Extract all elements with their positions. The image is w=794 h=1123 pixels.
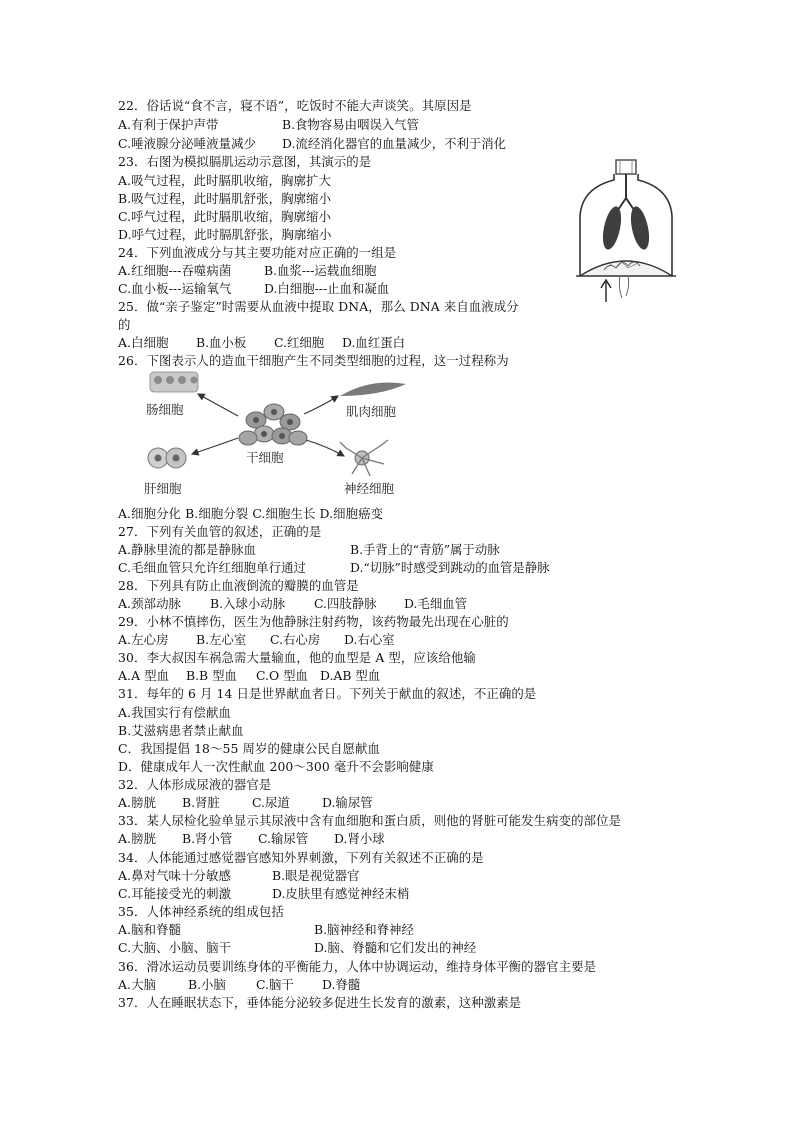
question-31-option-d: D．健康成年人一次性献血 200～300 毫升不会影响健康: [118, 759, 434, 774]
muscle-cell-label: 肌肉细胞: [346, 404, 397, 419]
question-23-stem: 23．右图为模拟膈肌运动示意图，其演示的是: [118, 154, 372, 169]
stem-cell-figure: [140, 366, 420, 500]
question-23-option-d: D.呼气过程，此时膈肌舒张，胸廓缩小: [118, 227, 332, 242]
question-30-option-a: A.A 型血: [118, 668, 170, 683]
question-29-option-a: A.左心房: [118, 632, 169, 647]
question-29-stem: 29．小林不慎摔伤，医生为他静脉注射药物，该药物最先出现在心脏的: [118, 614, 509, 629]
nerve-cell-drawing: [340, 440, 388, 476]
question-35-option-c: C.大脑、小脑、脑干: [118, 940, 232, 955]
question-27-option-c: C.毛细血管只允许红细胞单行通过: [118, 560, 307, 575]
question-33-stem: 33．某人尿检化验单显示其尿液中含有血细胞和蛋白质，则他的肾脏可能发生病变的部位是: [118, 813, 622, 828]
stem-cell-cluster-drawing: [239, 404, 307, 445]
question-27-stem: 27．下列有关血管的叙述，正确的是: [118, 524, 322, 539]
question-33-option-d: D.肾小球: [334, 831, 385, 846]
question-30-option-b: B.B 型血: [186, 668, 237, 683]
question-31-stem: 31．每年的 6 月 14 日是世界献血者日。下列关于献血的叙述，不正确的是: [118, 686, 537, 701]
question-37-stem: 37．人在睡眠状态下，垂体能分泌较多促进生长发育的激素，这种激素是: [118, 995, 522, 1010]
question-26-options: A.细胞分化 B.细胞分裂 C.细胞生长 D.细胞癌变: [118, 506, 384, 521]
question-24-option-c: C.血小板---运输氧气: [118, 281, 232, 296]
question-32-stem: 32．人体形成尿液的器官是: [118, 777, 272, 792]
question-35-stem: 35．人体神经系统的组成包括: [118, 904, 284, 919]
question-24-option-b: B.血浆---运载血细胞: [264, 263, 377, 278]
question-25-option-b: B.血小板: [196, 335, 247, 350]
question-25-stem: 25．做“亲子鉴定”时需要从血液中提取 DNA，那么 DNA 来自血液成分: [118, 299, 519, 314]
question-30-stem: 30．李大叔因车祸急需大量输血，他的血型是 A 型，应该给他输: [118, 650, 476, 665]
intestine-cell-drawing: [150, 372, 198, 392]
question-29-option-b: B.左心室: [196, 632, 247, 647]
question-34-option-c: C.耳能接受光的刺激: [118, 886, 232, 901]
question-35-option-b: B.脑神经和脊神经: [314, 922, 414, 937]
question-24-option-d: D.白细胞---止血和凝血: [264, 281, 390, 296]
question-35-option-a: A.脑和脊髓: [118, 922, 182, 937]
question-25-option-a: A.白细胞: [118, 335, 169, 350]
question-32-option-d: D.输尿管: [322, 795, 373, 810]
question-27-option-d: D.“切脉”时感受到跳动的血管是静脉: [350, 560, 550, 575]
question-32-option-b: B.肾脏: [182, 795, 220, 810]
question-23-option-b: B.吸气过程，此时膈肌舒张，胸廓缩小: [118, 191, 332, 206]
liver-cell-drawing: [148, 448, 186, 468]
liver-cell-label: 肝细胞: [144, 481, 182, 496]
question-29-option-c: C.右心房: [270, 632, 321, 647]
question-36-option-d: D.脊髓: [322, 977, 361, 992]
question-33-option-a: A.膀胱: [118, 831, 157, 846]
question-30-option-c: C.O 型血: [256, 668, 308, 683]
question-28-option-d: D.毛细血管: [404, 596, 467, 611]
question-33-option-c: C.输尿管: [258, 831, 309, 846]
question-34-option-d: D.皮肤里有感觉神经末梢: [272, 886, 410, 901]
nerve-cell-label: 神经细胞: [344, 481, 395, 496]
question-22-option-c: C.唾液腺分泌唾液量减少: [118, 136, 257, 151]
question-22-option-b: B.食物容易由咽误入气管: [282, 117, 419, 132]
question-28-option-c: C.四肢静脉: [314, 596, 377, 611]
question-22-option-d: D.流经消化器官的血量减少，不利于消化: [282, 136, 507, 151]
question-24-stem: 24．下列血液成分与其主要功能对应正确的一组是: [118, 245, 397, 260]
question-28-option-b: B.入球小动脉: [210, 596, 285, 611]
question-29-option-d: D.右心室: [344, 632, 395, 647]
diaphragm-model-figure: [574, 158, 678, 304]
question-36-stem: 36．滑冰运动员要训练身体的平衡能力，人体中协调运动，维持身体平衡的器官主要是: [118, 959, 597, 974]
question-22-stem: 22．俗话说“食不言，寝不语”，吃饭时不能大声谈笑。其原因是: [118, 98, 472, 113]
question-35-option-d: D.脑、脊髓和它们发出的神经: [314, 940, 477, 955]
question-32-option-c: C.尿道: [252, 795, 290, 810]
question-34-option-a: A.鼻对气味十分敏感: [118, 868, 232, 883]
question-23-option-c: C.呼气过程，此时膈肌收缩，胸廓缩小: [118, 209, 332, 224]
question-36-option-a: A.大脑: [118, 977, 157, 992]
question-33-option-b: B.肾小管: [182, 831, 233, 846]
question-24-option-a: A.红细胞---吞噬病菌: [118, 263, 232, 278]
question-31-option-c: C．我国提倡 18～55 周岁的健康公民自愿献血: [118, 741, 380, 756]
intestine-cell-label: 肠细胞: [146, 402, 184, 417]
question-30-option-d: D.AB 型血: [320, 668, 381, 683]
question-25-option-c: C.红细胞: [274, 335, 325, 350]
question-22-option-a: A.有利于保护声带: [118, 117, 219, 132]
question-36-option-b: B.小脑: [188, 977, 226, 992]
question-32-option-a: A.膀胱: [118, 795, 157, 810]
question-25-stem-cont: 的: [118, 317, 131, 332]
stem-cell-label: 干细胞: [246, 450, 284, 465]
question-26-stem: 26．下图表示人的造血干细胞产生不同类型细胞的过程，这一过程称为: [118, 353, 509, 368]
question-28-option-a: A.颈部动脉: [118, 596, 182, 611]
question-27-option-b: B.手背上的“青筋”属于动脉: [350, 542, 500, 557]
question-36-option-c: C.脑干: [256, 977, 294, 992]
question-31-option-a: A.我国实行有偿献血: [118, 705, 232, 720]
question-23-option-a: A.吸气过程，此时膈肌收缩，胸廓扩大: [118, 173, 331, 188]
question-25-option-d: D.血红蛋白: [342, 335, 405, 350]
question-31-option-b: B.艾滋病患者禁止献血: [118, 723, 244, 738]
muscle-cell-drawing: [340, 383, 406, 397]
question-27-option-a: A.静脉里流的都是静脉血: [118, 542, 256, 557]
question-34-stem: 34．人体能通过感觉器官感知外界刺激，下列有关叙述不正确的是: [118, 850, 484, 865]
question-28-stem: 28．下列具有防止血液倒流的瓣膜的血管是: [118, 578, 359, 593]
question-34-option-b: B.眼是视觉器官: [272, 868, 360, 883]
